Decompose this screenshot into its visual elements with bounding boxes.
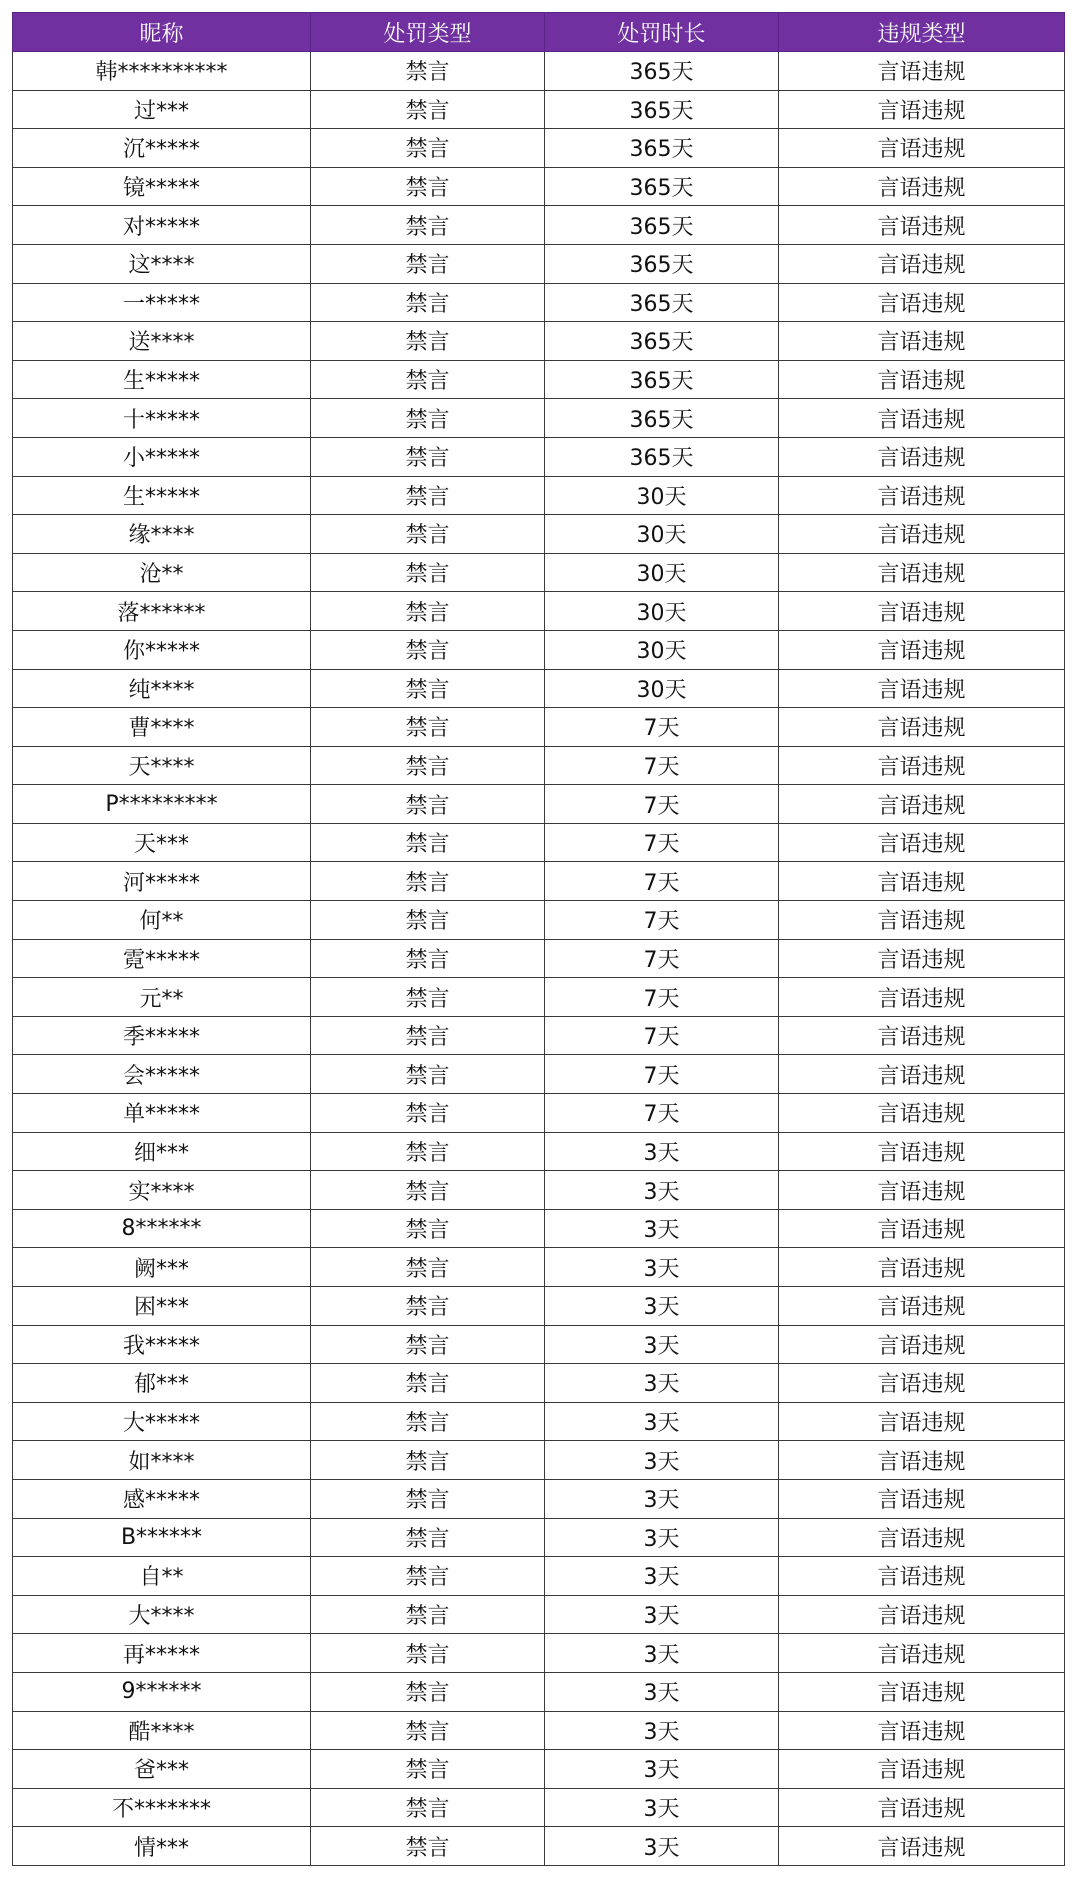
table-row	[13, 785, 1065, 824]
cell-nickname: 天***	[13, 823, 311, 862]
header-penalty-duration: 处罚时长	[545, 13, 779, 52]
penalty-table-container	[12, 12, 1064, 1866]
cell-penalty-type: 禁言	[311, 437, 545, 476]
cell-penalty-type: 禁言	[311, 669, 545, 708]
cell-nickname: 郁***	[13, 1364, 311, 1403]
cell-violation-type: 言语违规	[779, 1518, 1065, 1557]
cell-penalty-duration: 30天	[545, 592, 779, 631]
table-row	[13, 206, 1065, 245]
cell-penalty-duration: 7天	[545, 1094, 779, 1133]
table-row	[13, 1171, 1065, 1210]
cell-nickname: 季*****	[13, 1016, 311, 1055]
cell-violation-type: 言语违规	[779, 1827, 1065, 1866]
cell-nickname: 曹****	[13, 708, 311, 747]
cell-nickname: 河*****	[13, 862, 311, 901]
table-row	[13, 322, 1065, 361]
cell-nickname: 酷****	[13, 1711, 311, 1750]
cell-penalty-duration: 3天	[545, 1325, 779, 1364]
cell-penalty-duration: 3天	[545, 1750, 779, 1789]
cell-penalty-type: 禁言	[311, 1595, 545, 1634]
cell-penalty-duration: 3天	[545, 1402, 779, 1441]
cell-penalty-duration: 3天	[545, 1364, 779, 1403]
cell-nickname: 8******	[13, 1209, 311, 1248]
cell-penalty-type: 禁言	[311, 1016, 545, 1055]
cell-penalty-type: 禁言	[311, 1171, 545, 1210]
cell-violation-type: 言语违规	[779, 437, 1065, 476]
cell-penalty-duration: 365天	[545, 322, 779, 361]
table-row	[13, 862, 1065, 901]
cell-nickname: 阙***	[13, 1248, 311, 1287]
cell-nickname: 沧**	[13, 553, 311, 592]
cell-nickname: 小*****	[13, 437, 311, 476]
cell-penalty-type: 禁言	[311, 862, 545, 901]
cell-penalty-type: 禁言	[311, 1402, 545, 1441]
cell-penalty-duration: 3天	[545, 1132, 779, 1171]
cell-nickname: 韩**********	[13, 52, 311, 91]
cell-violation-type: 言语违规	[779, 978, 1065, 1017]
cell-nickname: 会*****	[13, 1055, 311, 1094]
cell-penalty-duration: 7天	[545, 901, 779, 940]
cell-penalty-type: 禁言	[311, 630, 545, 669]
cell-penalty-duration: 3天	[545, 1518, 779, 1557]
cell-violation-type: 言语违规	[779, 1634, 1065, 1673]
cell-penalty-type: 禁言	[311, 1672, 545, 1711]
cell-violation-type: 言语违规	[779, 1711, 1065, 1750]
cell-penalty-duration: 365天	[545, 206, 779, 245]
cell-penalty-type: 禁言	[311, 1441, 545, 1480]
cell-penalty-duration: 30天	[545, 630, 779, 669]
cell-nickname: 何**	[13, 901, 311, 940]
table-row	[13, 746, 1065, 785]
cell-nickname: 缘****	[13, 515, 311, 554]
table-row	[13, 1827, 1065, 1866]
cell-penalty-type: 禁言	[311, 360, 545, 399]
cell-nickname: 实****	[13, 1171, 311, 1210]
table-row	[13, 437, 1065, 476]
table-row	[13, 1016, 1065, 1055]
cell-nickname: P*********	[13, 785, 311, 824]
cell-penalty-type: 禁言	[311, 283, 545, 322]
table-row	[13, 978, 1065, 1017]
cell-violation-type: 言语违规	[779, 823, 1065, 862]
table-header	[13, 13, 1065, 52]
cell-penalty-type: 禁言	[311, 592, 545, 631]
cell-penalty-duration: 3天	[545, 1479, 779, 1518]
cell-penalty-type: 禁言	[311, 1325, 545, 1364]
cell-penalty-duration: 365天	[545, 129, 779, 168]
cell-penalty-duration: 3天	[545, 1595, 779, 1634]
cell-nickname: 我*****	[13, 1325, 311, 1364]
cell-violation-type: 言语违规	[779, 1016, 1065, 1055]
cell-penalty-duration: 3天	[545, 1557, 779, 1596]
cell-penalty-duration: 30天	[545, 476, 779, 515]
cell-penalty-type: 禁言	[311, 1287, 545, 1326]
cell-penalty-type: 禁言	[311, 1209, 545, 1248]
cell-violation-type: 言语违规	[779, 1209, 1065, 1248]
cell-nickname: 生*****	[13, 360, 311, 399]
cell-violation-type: 言语违规	[779, 1055, 1065, 1094]
table-row	[13, 1595, 1065, 1634]
cell-violation-type: 言语违规	[779, 167, 1065, 206]
cell-penalty-type: 禁言	[311, 515, 545, 554]
cell-violation-type: 言语违规	[779, 939, 1065, 978]
cell-violation-type: 言语违规	[779, 52, 1065, 91]
table-row	[13, 1750, 1065, 1789]
cell-penalty-type: 禁言	[311, 1518, 545, 1557]
cell-nickname: 元**	[13, 978, 311, 1017]
cell-penalty-type: 禁言	[311, 1827, 545, 1866]
table-row	[13, 592, 1065, 631]
cell-violation-type: 言语违规	[779, 1402, 1065, 1441]
cell-penalty-duration: 7天	[545, 862, 779, 901]
cell-penalty-duration: 7天	[545, 785, 779, 824]
cell-violation-type: 言语违规	[779, 1171, 1065, 1210]
cell-nickname: 十*****	[13, 399, 311, 438]
cell-violation-type: 言语违规	[779, 1595, 1065, 1634]
cell-penalty-duration: 7天	[545, 746, 779, 785]
cell-penalty-duration: 7天	[545, 978, 779, 1017]
cell-violation-type: 言语违规	[779, 515, 1065, 554]
cell-penalty-type: 禁言	[311, 785, 545, 824]
table-body	[13, 52, 1065, 1866]
cell-violation-type: 言语违规	[779, 1557, 1065, 1596]
cell-penalty-type: 禁言	[311, 322, 545, 361]
cell-violation-type: 言语违规	[779, 1094, 1065, 1133]
cell-penalty-duration: 365天	[545, 90, 779, 129]
table-row	[13, 1634, 1065, 1673]
cell-penalty-duration: 3天	[545, 1827, 779, 1866]
header-nickname: 昵称	[13, 13, 311, 52]
table-row	[13, 1094, 1065, 1133]
cell-violation-type: 言语违规	[779, 360, 1065, 399]
cell-penalty-type: 禁言	[311, 399, 545, 438]
header-violation-type: 违规类型	[779, 13, 1065, 52]
cell-nickname: 自**	[13, 1557, 311, 1596]
table-row	[13, 669, 1065, 708]
cell-penalty-type: 禁言	[311, 901, 545, 940]
cell-penalty-type: 禁言	[311, 1094, 545, 1133]
table-row	[13, 1788, 1065, 1827]
cell-penalty-duration: 365天	[545, 283, 779, 322]
cell-violation-type: 言语违规	[779, 399, 1065, 438]
table-row	[13, 939, 1065, 978]
cell-penalty-duration: 3天	[545, 1171, 779, 1210]
cell-penalty-type: 禁言	[311, 206, 545, 245]
cell-violation-type: 言语违规	[779, 1750, 1065, 1789]
table-row	[13, 1287, 1065, 1326]
table-row	[13, 1055, 1065, 1094]
cell-nickname: 纯****	[13, 669, 311, 708]
cell-penalty-duration: 7天	[545, 1016, 779, 1055]
table-row	[13, 1364, 1065, 1403]
cell-penalty-duration: 3天	[545, 1788, 779, 1827]
cell-violation-type: 言语违规	[779, 90, 1065, 129]
cell-nickname: 这****	[13, 244, 311, 283]
cell-penalty-type: 禁言	[311, 129, 545, 168]
cell-nickname: 天****	[13, 746, 311, 785]
cell-violation-type: 言语违规	[779, 1364, 1065, 1403]
table-row	[13, 399, 1065, 438]
cell-penalty-type: 禁言	[311, 244, 545, 283]
table-row	[13, 283, 1065, 322]
cell-nickname: 生*****	[13, 476, 311, 515]
cell-nickname: 困***	[13, 1287, 311, 1326]
cell-penalty-duration: 3天	[545, 1209, 779, 1248]
cell-penalty-type: 禁言	[311, 1634, 545, 1673]
cell-penalty-type: 禁言	[311, 708, 545, 747]
table-row	[13, 708, 1065, 747]
cell-nickname: 爸***	[13, 1750, 311, 1789]
table-row	[13, 1402, 1065, 1441]
cell-violation-type: 言语违规	[779, 1479, 1065, 1518]
cell-violation-type: 言语违规	[779, 785, 1065, 824]
cell-penalty-type: 禁言	[311, 90, 545, 129]
table-row	[13, 823, 1065, 862]
cell-violation-type: 言语违规	[779, 708, 1065, 747]
cell-penalty-duration: 3天	[545, 1672, 779, 1711]
cell-violation-type: 言语违规	[779, 592, 1065, 631]
cell-violation-type: 言语违规	[779, 283, 1065, 322]
table-row	[13, 167, 1065, 206]
table-row	[13, 90, 1065, 129]
cell-nickname: 再*****	[13, 1634, 311, 1673]
cell-penalty-duration: 365天	[545, 244, 779, 283]
table-row	[13, 129, 1065, 168]
cell-violation-type: 言语违规	[779, 553, 1065, 592]
table-row	[13, 1132, 1065, 1171]
cell-penalty-type: 禁言	[311, 1364, 545, 1403]
table-row	[13, 1672, 1065, 1711]
penalty-table	[12, 12, 1065, 1866]
cell-penalty-duration: 3天	[545, 1248, 779, 1287]
cell-penalty-duration: 365天	[545, 52, 779, 91]
table-row	[13, 1441, 1065, 1480]
table-row	[13, 1557, 1065, 1596]
cell-penalty-duration: 365天	[545, 167, 779, 206]
cell-penalty-duration: 7天	[545, 1055, 779, 1094]
table-row	[13, 1248, 1065, 1287]
table-row	[13, 1209, 1065, 1248]
cell-penalty-duration: 30天	[545, 515, 779, 554]
cell-nickname: 单*****	[13, 1094, 311, 1133]
cell-penalty-type: 禁言	[311, 1055, 545, 1094]
table-row	[13, 244, 1065, 283]
cell-nickname: 不*******	[13, 1788, 311, 1827]
cell-penalty-duration: 365天	[545, 399, 779, 438]
cell-violation-type: 言语违规	[779, 1441, 1065, 1480]
table-row	[13, 630, 1065, 669]
cell-nickname: 9******	[13, 1672, 311, 1711]
cell-penalty-type: 禁言	[311, 1750, 545, 1789]
cell-nickname: B******	[13, 1518, 311, 1557]
cell-penalty-duration: 7天	[545, 823, 779, 862]
cell-nickname: 大*****	[13, 1402, 311, 1441]
table-row	[13, 52, 1065, 91]
cell-nickname: 镜*****	[13, 167, 311, 206]
table-row	[13, 1479, 1065, 1518]
cell-nickname: 感*****	[13, 1479, 311, 1518]
cell-violation-type: 言语违规	[779, 1672, 1065, 1711]
cell-nickname: 你*****	[13, 630, 311, 669]
cell-penalty-duration: 365天	[545, 360, 779, 399]
cell-nickname: 一*****	[13, 283, 311, 322]
table-row	[13, 360, 1065, 399]
cell-penalty-type: 禁言	[311, 746, 545, 785]
cell-violation-type: 言语违规	[779, 1788, 1065, 1827]
cell-penalty-duration: 3天	[545, 1711, 779, 1750]
cell-nickname: 情***	[13, 1827, 311, 1866]
cell-penalty-duration: 3天	[545, 1441, 779, 1480]
cell-violation-type: 言语违规	[779, 1287, 1065, 1326]
cell-violation-type: 言语违规	[779, 746, 1065, 785]
cell-penalty-type: 禁言	[311, 1479, 545, 1518]
cell-penalty-type: 禁言	[311, 1711, 545, 1750]
cell-penalty-type: 禁言	[311, 1557, 545, 1596]
cell-nickname: 如****	[13, 1441, 311, 1480]
cell-nickname: 落******	[13, 592, 311, 631]
cell-penalty-type: 禁言	[311, 52, 545, 91]
cell-violation-type: 言语违规	[779, 129, 1065, 168]
cell-penalty-type: 禁言	[311, 1788, 545, 1827]
cell-penalty-duration: 30天	[545, 669, 779, 708]
table-row	[13, 901, 1065, 940]
cell-penalty-type: 禁言	[311, 476, 545, 515]
cell-violation-type: 言语违规	[779, 322, 1065, 361]
cell-nickname: 霓*****	[13, 939, 311, 978]
cell-nickname: 大****	[13, 1595, 311, 1634]
cell-violation-type: 言语违规	[779, 862, 1065, 901]
cell-penalty-type: 禁言	[311, 1248, 545, 1287]
cell-penalty-duration: 3天	[545, 1287, 779, 1326]
table-row	[13, 1711, 1065, 1750]
cell-penalty-duration: 365天	[545, 437, 779, 476]
cell-penalty-duration: 7天	[545, 708, 779, 747]
cell-nickname: 过***	[13, 90, 311, 129]
header-row	[13, 13, 1065, 52]
cell-violation-type: 言语违规	[779, 669, 1065, 708]
cell-penalty-duration: 7天	[545, 939, 779, 978]
cell-penalty-type: 禁言	[311, 939, 545, 978]
cell-violation-type: 言语违规	[779, 1248, 1065, 1287]
table-row	[13, 1518, 1065, 1557]
cell-penalty-duration: 30天	[545, 553, 779, 592]
cell-nickname: 细***	[13, 1132, 311, 1171]
cell-penalty-type: 禁言	[311, 167, 545, 206]
cell-nickname: 送****	[13, 322, 311, 361]
cell-violation-type: 言语违规	[779, 1132, 1065, 1171]
cell-violation-type: 言语违规	[779, 1325, 1065, 1364]
cell-violation-type: 言语违规	[779, 901, 1065, 940]
table-row	[13, 1325, 1065, 1364]
cell-penalty-type: 禁言	[311, 553, 545, 592]
cell-nickname: 沉*****	[13, 129, 311, 168]
header-penalty-type: 处罚类型	[311, 13, 545, 52]
cell-violation-type: 言语违规	[779, 206, 1065, 245]
table-row	[13, 553, 1065, 592]
cell-nickname: 对*****	[13, 206, 311, 245]
cell-penalty-type: 禁言	[311, 823, 545, 862]
cell-violation-type: 言语违规	[779, 630, 1065, 669]
cell-violation-type: 言语违规	[779, 476, 1065, 515]
cell-penalty-type: 禁言	[311, 978, 545, 1017]
table-row	[13, 476, 1065, 515]
table-row	[13, 515, 1065, 554]
cell-violation-type: 言语违规	[779, 244, 1065, 283]
cell-penalty-type: 禁言	[311, 1132, 545, 1171]
cell-penalty-duration: 3天	[545, 1634, 779, 1673]
